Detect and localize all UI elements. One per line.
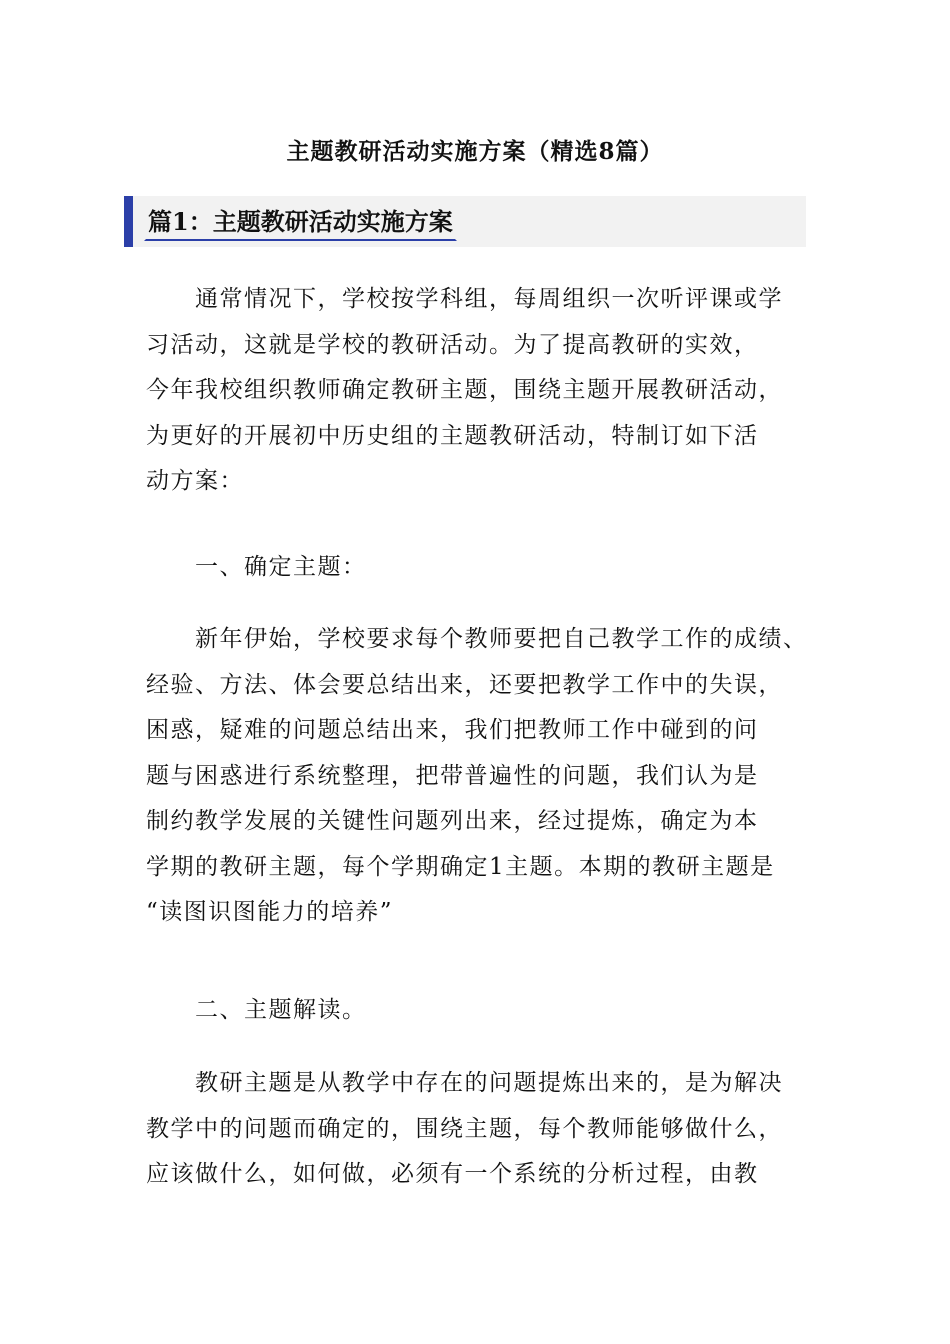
paragraph-interpretation-detail — [146, 1061, 810, 1198]
paragraph-line: 学期的教研主题，每个学期确定1主题。本期的教研主题是 — [146, 853, 775, 880]
subheading-theme-interpretation — [146, 988, 810, 1034]
paragraph-line: 题与困惑进行系统整理，把带普遍性的问题，我们认为是 — [146, 762, 759, 789]
paragraph-line: 通常情况下，学校按学科组，每周组织一次听评课或学 — [146, 286, 783, 312]
paragraph-line: 应该做什么，如何做，必须有一个系统的分析过程，由教 — [146, 1161, 759, 1187]
paragraph-theme-detail — [146, 617, 810, 936]
paragraph-line: 习活动，这就是学校的教研活动。为了提高教研的实效， — [146, 331, 759, 358]
paragraph-line: 新年伊始，学校要求每个教师要把自己教学工作的成绩、 — [146, 626, 808, 652]
paragraph-line: 动方案： — [146, 468, 244, 494]
paragraph-line: 今年我校组织教师确定教研主题，围绕主题开展教研活动， — [146, 377, 783, 403]
subheading-determine-theme — [146, 545, 810, 591]
paragraph-line: 经验、方法、体会要总结出来，还要把教学工作中的失误， — [146, 671, 783, 698]
paragraph-intro — [146, 277, 810, 505]
paragraph-line: 一、确定主题： — [146, 554, 367, 580]
paragraph-line: 制约教学发展的关键性问题列出来，经过提炼，确定为本 — [146, 808, 759, 834]
paragraph-line: 为更好的开展初中历史组的主题教研活动，特制订如下活 — [146, 422, 759, 449]
paragraph-line: “读图识图能力的培养” — [146, 899, 394, 925]
paragraph-line: 教研主题是从教学中存在的问题提炼出来的，是为解决 — [146, 1070, 783, 1096]
document-title: 主题教研活动实施方案（精选8篇） — [286, 138, 664, 165]
section-heading-banner — [124, 196, 806, 247]
paragraph-line: 教学中的问题而确定的，围绕主题，每个教师能够做什么， — [146, 1115, 783, 1142]
section-accent-bar — [124, 196, 133, 247]
paragraph-line: 困惑，疑难的问题总结出来，我们把教师工作中碰到的问 — [146, 717, 759, 743]
paragraph-line: 二、主题解读。 — [146, 997, 367, 1023]
section-heading: 篇1：主题教研活动实施方案 — [144, 202, 457, 241]
